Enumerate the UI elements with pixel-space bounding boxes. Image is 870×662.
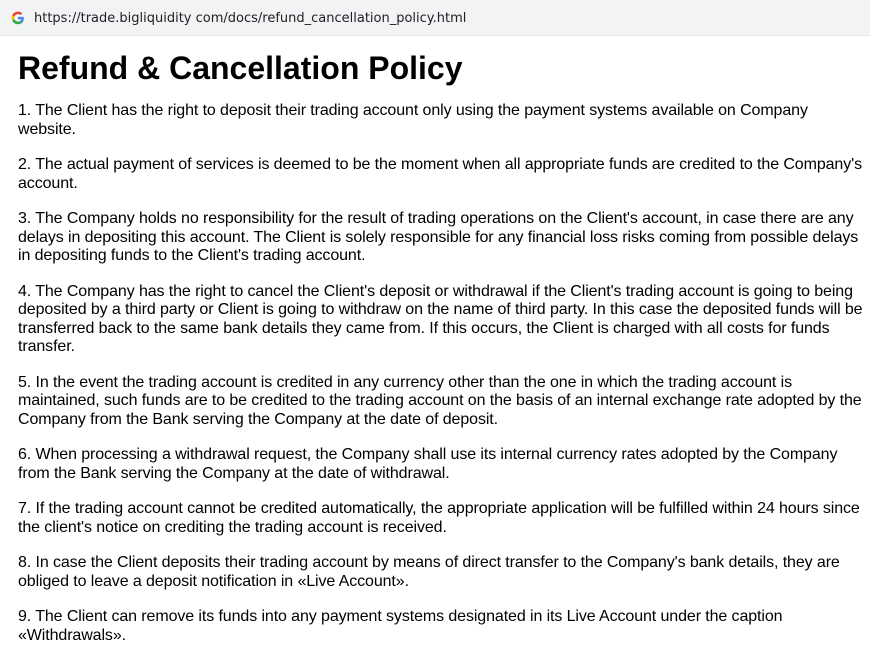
clause-8: 8. In case the Client deposits their trading account by means of direct transfer to the Company's bank details, they are obliged to leave a deposit notification in «Live Account». <box>18 554 840 590</box>
clause-3: 3. The Company holds no responsibility for the result of trading operations on the Client's account, in case there are any delays in depositing this account. The Client is solely responsible for any financial loss risks coming from possible delays in depositing funds to the Client's trading account. <box>18 209 859 265</box>
page-content <box>18 36 870 662</box>
clause-5: 5. In the event the trading account is credited in any currency other than the one in which the trading account is maintained, such funds are to be credited to the trading account on the basis of an internal exchange rate adopted by the Company from the Bank serving the Company at the date of deposit. <box>18 373 862 428</box>
clause-4: 4. The Company has the right to cancel the Client's deposit or withdrawal if the Client's trading account is going to being deposited by a third party or Client is going to withdraw on the name of third party. In this case the deposited funds will be transferred back to the same bank details they came from. If this occurs, the Client is charged with all costs for funds transfer. <box>18 282 863 356</box>
page-title: Refund & Cancellation Policy <box>18 50 463 86</box>
url-text: https://trade.bigliquidity com/docs/refund_cancellation_policy.html <box>34 10 467 26</box>
clause-1: 1. The Client has the right to deposit their trading account only using the payment systems available on Company website. <box>18 102 808 138</box>
clause-7: 7. If the trading account cannot be credited automatically, the appropriate application will be fulfilled within 24 hours since the client's notice on crediting the trading account is received. <box>18 500 860 536</box>
url-field[interactable] <box>4 4 870 32</box>
clause-6: 6. When processing a withdrawal request, the Company shall use its internal currency rates adopted by the Company from the Bank serving the Company at the date of withdrawal. <box>18 446 838 482</box>
clause-2: 2. The actual payment of services is deemed to be the moment when all appropriate funds are credited to the Company's account. <box>18 155 862 192</box>
browser-address-bar <box>0 0 870 36</box>
google-g-icon <box>10 10 26 26</box>
clause-9: 9. The Client can remove its funds into any payment systems designated in its Live Account under the caption «Withdrawals». <box>18 608 783 644</box>
